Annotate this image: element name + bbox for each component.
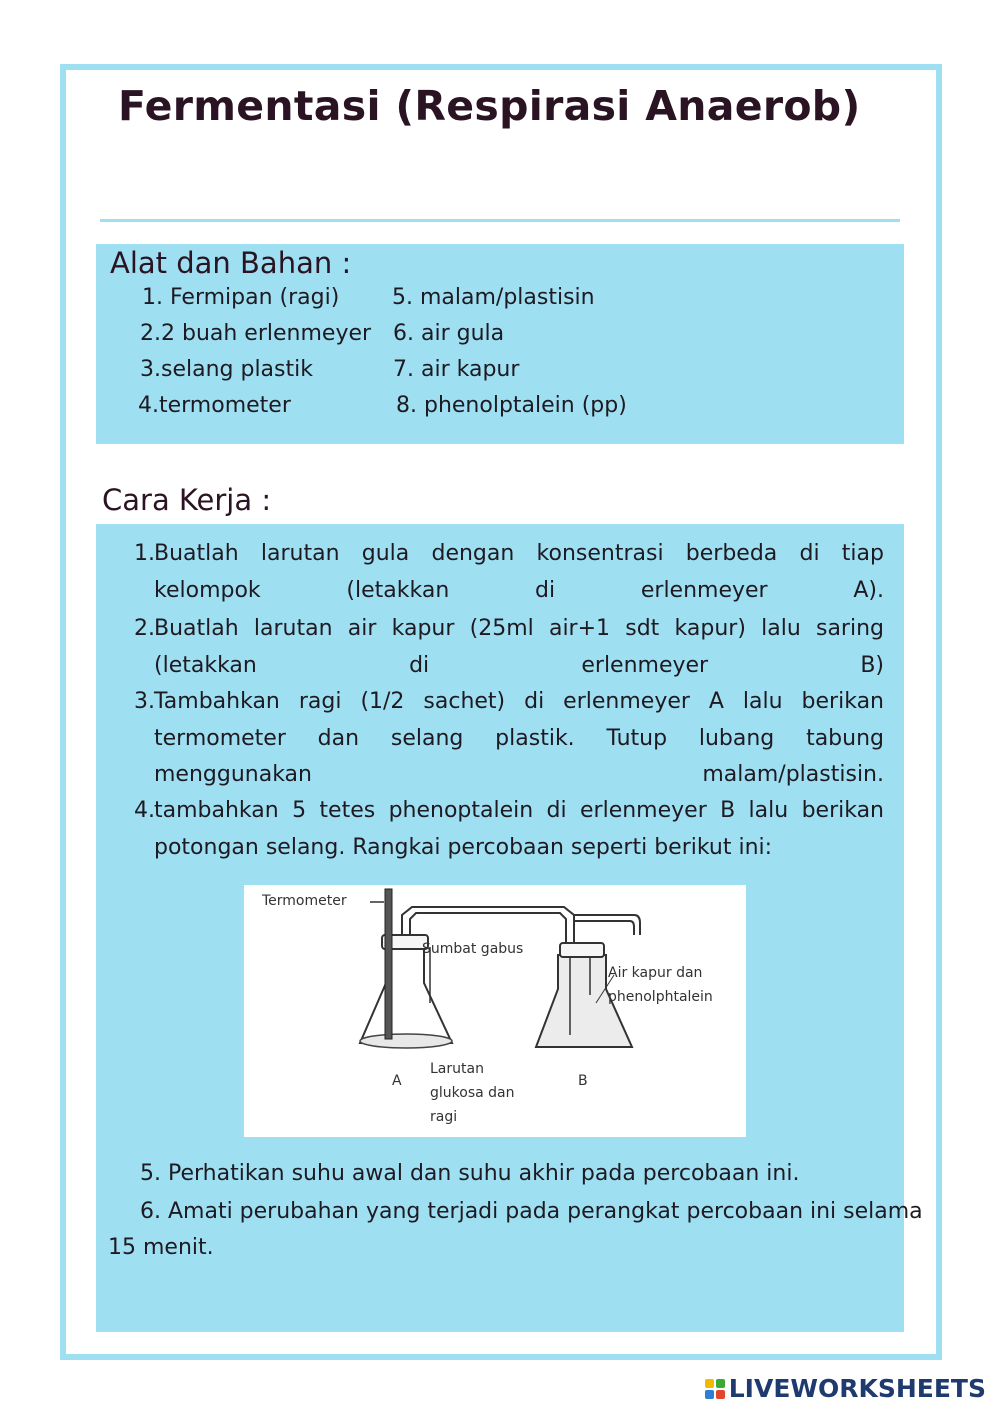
label-air-kapur: Air kapur dan bbox=[608, 965, 703, 981]
step-text: Buatlah larutan air kapur (25ml air+1 sdt kapur) lalu saring (letakkan di erlenmeyer B) bbox=[154, 616, 884, 678]
material-item: 7. air kapur bbox=[393, 357, 520, 382]
procedure-step-6-continued: 15 menit. bbox=[108, 1235, 214, 1260]
step-number: 1. bbox=[134, 541, 155, 566]
logo-mark-icon bbox=[705, 1379, 725, 1399]
label-phenolphtalein: phenolphtalein bbox=[608, 989, 713, 1005]
step-text: Buatlah larutan gula dengan konsentrasi berbeda di tiap kelompok (letakkan di erlenmeyer A). bbox=[154, 541, 884, 603]
material-item: 2.2 buah erlenmeyer bbox=[140, 321, 372, 346]
logo-square bbox=[716, 1379, 725, 1388]
label-ragi: ragi bbox=[430, 1109, 458, 1125]
flask-b-stopper bbox=[560, 943, 604, 957]
label-flask-b: B bbox=[578, 1073, 588, 1089]
material-item: 8. phenolptalein (pp) bbox=[396, 393, 627, 418]
step-number: 2. bbox=[134, 616, 155, 641]
step-text: tambahkan 5 tetes phenoptalein di erlenmeyer B lalu berikan potongan selang. Rangkai percobaan seperti berikut ini: bbox=[154, 798, 884, 860]
logo-square bbox=[716, 1390, 725, 1399]
material-item: 3.selang plastik bbox=[140, 357, 313, 382]
liveworksheets-logo[interactable] bbox=[705, 1374, 986, 1403]
step-text: Tambahkan ragi (1/2 sachet) di erlenmeyer A lalu berikan termometer dan selang plastik. Tutup lubang tabung menggunakan malam/plastisin. bbox=[154, 689, 884, 787]
outlet-hose-inner bbox=[574, 921, 634, 935]
step-number: 4. bbox=[134, 798, 155, 823]
label-termometer: Termometer bbox=[262, 893, 347, 909]
experiment-diagram bbox=[244, 885, 746, 1137]
materials-heading: Alat dan Bahan : bbox=[110, 246, 352, 280]
label-glukosa: glukosa dan bbox=[430, 1085, 515, 1101]
procedure-heading: Cara Kerja : bbox=[102, 483, 272, 517]
flask-a bbox=[360, 947, 452, 1043]
connecting-hose-inner bbox=[410, 913, 566, 943]
flask-a-solution bbox=[360, 1034, 452, 1048]
material-item: 5. malam/plastisin bbox=[392, 285, 595, 310]
logo-square bbox=[705, 1390, 714, 1399]
logo-square bbox=[705, 1379, 714, 1388]
title-divider bbox=[100, 219, 900, 222]
label-larutan: Larutan bbox=[430, 1061, 484, 1077]
outlet-hose bbox=[574, 915, 640, 935]
step-number: 3. bbox=[134, 689, 155, 714]
procedure-step bbox=[134, 793, 884, 866]
page-title: Fermentasi (Respirasi Anaerob) bbox=[118, 82, 861, 130]
logo-text: LIVEWORKSHEETS bbox=[728, 1374, 986, 1403]
procedure-step-5: 5. Perhatikan suhu awal dan suhu akhir pada percobaan ini. bbox=[140, 1161, 800, 1186]
material-item: 1. Fermipan (ragi) bbox=[142, 285, 340, 310]
label-sumbat: Sumbat gabus bbox=[422, 941, 524, 957]
thermometer bbox=[385, 889, 392, 1039]
procedure-step-6: 6. Amati perubahan yang terjadi pada perangkat percobaan ini selama bbox=[140, 1199, 923, 1224]
label-flask-a: A bbox=[392, 1073, 402, 1089]
apparatus-illustration bbox=[244, 885, 746, 1137]
material-item: 4.termometer bbox=[138, 393, 291, 418]
material-item: 6. air gula bbox=[393, 321, 505, 346]
